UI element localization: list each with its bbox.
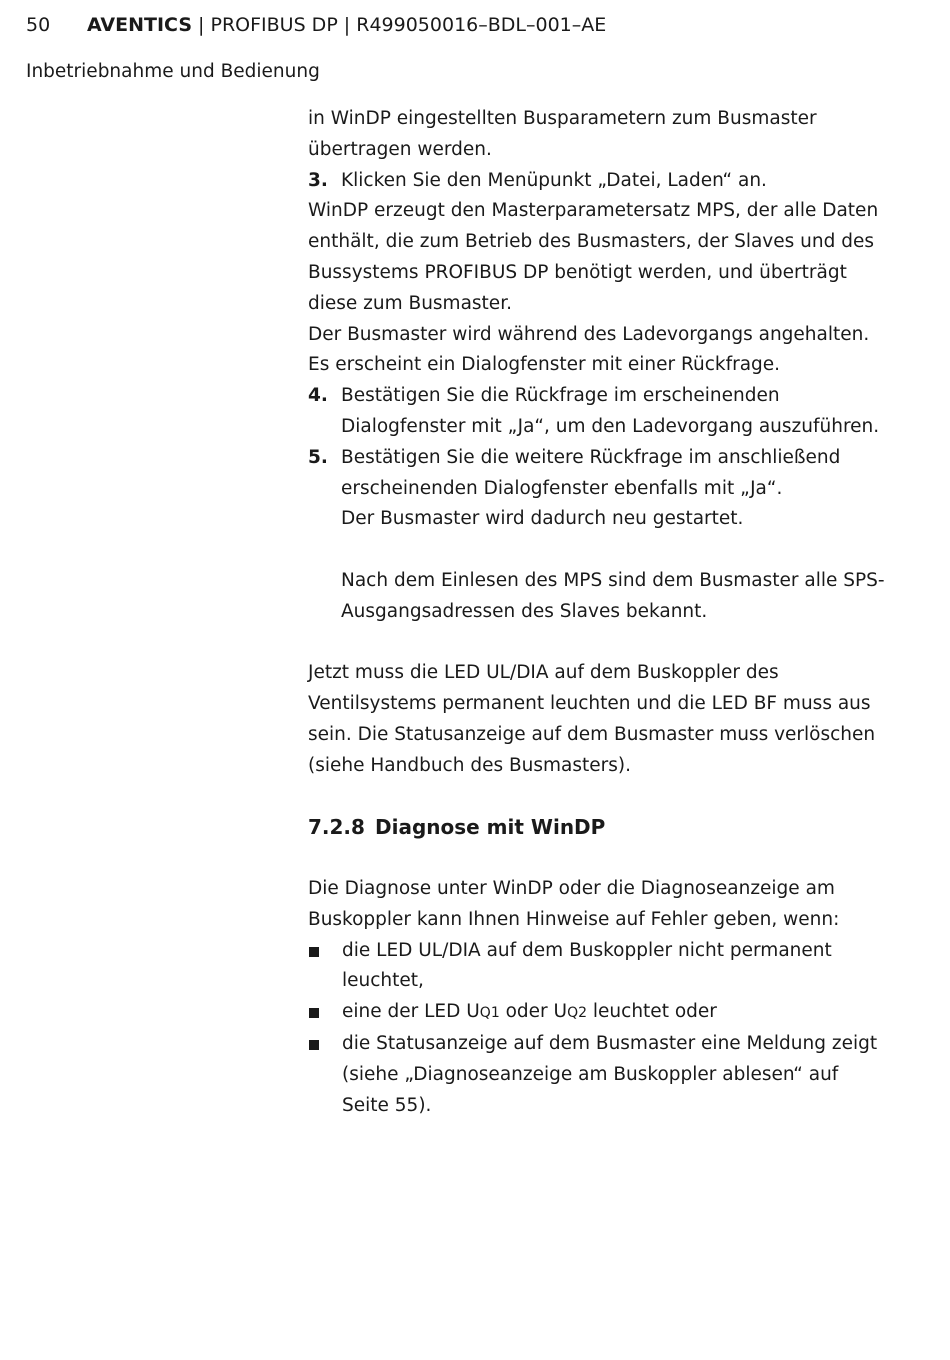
step-number: 5. <box>308 446 328 468</box>
text-part: eine der LED U <box>342 1001 480 1023</box>
bullet-item <box>308 1029 888 1121</box>
brand-name: AVENTICS <box>87 14 193 36</box>
bullet-text: die LED UL/DIA auf dem Buskoppler nicht permanent leuchtet, <box>342 939 832 992</box>
diagnosis-intro: Die Diagnose unter WinDP oder die Diagnoseanzeige am Buskoppler kann Ihnen Hinweise auf Fehler geben, wenn: <box>308 877 840 930</box>
step-number: 3. <box>308 169 328 191</box>
spacer <box>308 782 888 813</box>
step-number: 4. <box>308 385 328 407</box>
bullet-square-icon <box>309 947 319 957</box>
text-part: oder U <box>499 1001 568 1023</box>
paragraph-mps: WinDP erzeugt den Masterparametersatz MPS, der alle Daten enthält, die zum Betrieb des Busmasters, der Slaves und des Bussystems PROFIBUS DP benötigt werden, und überträgt diese zum Busmaster. <box>308 200 879 314</box>
spacer <box>308 843 888 874</box>
led-subscript: Q2 <box>567 1005 588 1022</box>
intro-continued: in WinDP eingestellten Busparametern zum Busmaster übertragen werden. <box>308 108 817 160</box>
bullet-square-icon <box>309 1008 319 1018</box>
page-number: 50 <box>26 14 51 36</box>
spacer <box>341 535 888 566</box>
bullet-square-icon <box>309 1040 319 1050</box>
step-3 <box>308 166 888 197</box>
step-5 <box>308 443 888 628</box>
section-heading <box>308 812 888 843</box>
step-4 <box>308 381 888 443</box>
bullet-text <box>342 1001 717 1022</box>
main-content <box>308 104 888 1121</box>
bullet-text: die Statusanzeige auf dem Busmaster eine Meldung zeigt (siehe „Diagnoseanzeige am Buskoppler ablesen“ auf Seite 55). <box>342 1032 878 1116</box>
step-text: Klicken Sie den Menüpunkt „Datei, Laden“ an. <box>341 169 767 191</box>
led-subscript: Q1 <box>479 1005 500 1022</box>
section-title: Diagnose mit WinDP <box>375 815 606 840</box>
running-header <box>26 12 606 38</box>
step-result: Der Busmaster wird dadurch neu gestartet. <box>341 508 744 530</box>
step-text: Bestätigen Sie die weitere Rückfrage im anschließend erscheinenden Dialogfenster ebenfalls mit „Ja“. <box>341 446 841 499</box>
section-number: 7.2.8 <box>308 815 365 840</box>
bullet-item <box>308 997 888 1029</box>
document-id: | PROFIBUS DP | R499050016–BDL–001–AE <box>192 14 607 36</box>
step-text: Bestätigen Sie die Rückfrage im erscheinenden Dialogfenster mit „Ja“, um den Ladevorgang auszuführen. <box>341 385 880 437</box>
bullet-item <box>308 936 888 998</box>
spacer <box>308 628 888 659</box>
chapter-title: Inbetriebnahme und Bedienung <box>26 61 320 82</box>
text-part: leuchtet oder <box>587 1001 717 1023</box>
step-note: Nach dem Einlesen des MPS sind dem Busmaster alle SPS-Ausgangsadressen des Slaves bekannt. <box>341 569 885 622</box>
paragraph-led-status: Jetzt muss die LED UL/DIA auf dem Buskoppler des Ventilsystems permanent leuchten und die LED BF muss aus sein. Die Statusanzeige auf dem Busmaster muss verlöschen (siehe Handbuch des Busmasters). <box>308 662 876 776</box>
paragraph-halt: Der Busmaster wird während des Ladevorgangs angehalten. Es erscheint ein Dialogfenster mit einer Rückfrage. <box>308 323 870 376</box>
